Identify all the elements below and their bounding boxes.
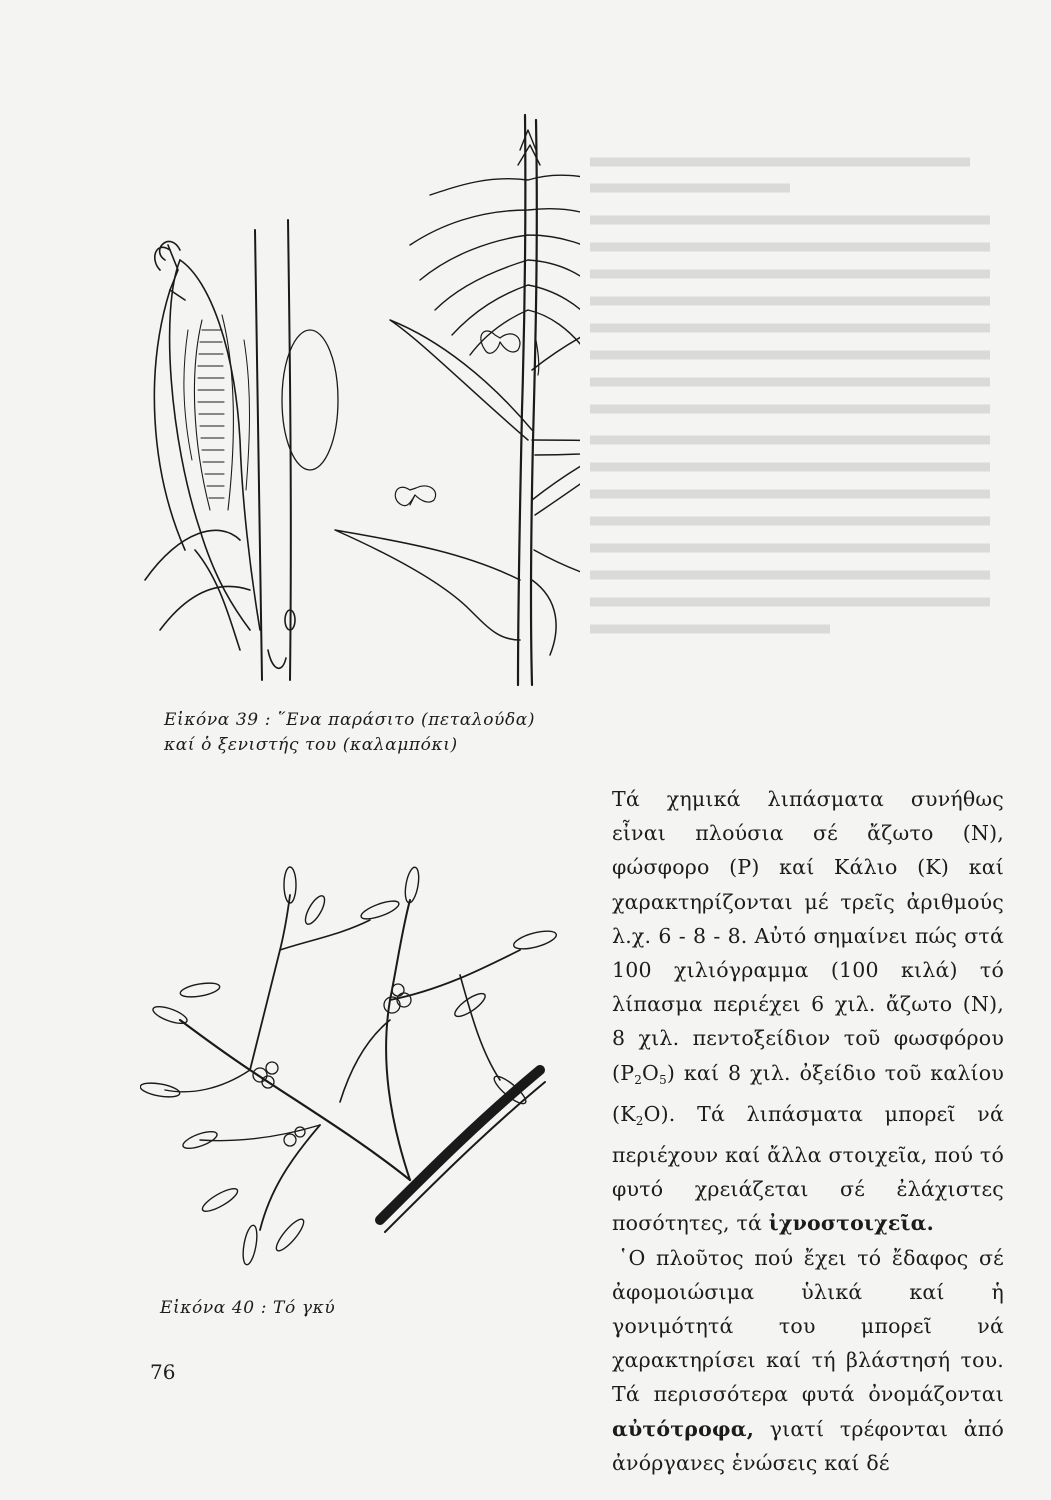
subscript: 2 xyxy=(634,1072,643,1087)
paragraph-1-text-b: O xyxy=(642,1060,660,1085)
mistletoe-illustration xyxy=(140,840,560,1280)
paragraph-1-text-d: O). Τά λιπάσματα μπορεῖ νά περιέχουν καί ἄλλα στοιχεῖα, πού τό φυτό χρειάζεται σέ ἐλάχιστες ποσότητες, τά xyxy=(612,1101,1004,1236)
subscript: 5 xyxy=(659,1072,667,1087)
term-autotrophs: αὐτότροφα, xyxy=(612,1416,755,1441)
body-text xyxy=(612,782,1004,1480)
figure-39-caption xyxy=(164,708,584,758)
page-number: 76 xyxy=(150,1360,176,1384)
bleed-through-texture xyxy=(590,150,990,670)
paragraph-1-text-a: Τά χημικά λιπάσματα συνήθως εἶναι πλούσια σέ ἄζωτο (N), φώσφορο (P) καί Κάλιο (K) καί χαρακτηρίζονται μέ τρεῖς ἀριθμούς λ.χ. 6 - 8 - 8. Αὐτό σημαίνει πώς στά 100 χιλιόγραμμα (100 κιλά) τό λίπασμα περιέχει 6 χιλ. ἄζωτο (N), 8 χιλ. πεντοξείδιον τοῦ φωσφόρου (P xyxy=(612,787,1004,1085)
paragraph-2-text-a: ῾Ο πλοῦτος πού ἔχει τό ἔδαφος σέ ἀφομοιώσιμα ὑλικά καί ἡ γονιμότητά του μπορεῖ νά χαρακτηρίσει καί τή βλάστησή του. Τά περισσότερα φυτά ὀνομάζονται xyxy=(612,1245,1004,1407)
corn-moth-illustration xyxy=(140,110,580,690)
paragraph-2-text-b: γιατί τρέφονται ἀπό ἀνόργανες ἑνώσεις καί δέ xyxy=(612,1416,1004,1475)
subscript: 2 xyxy=(635,1113,644,1128)
term-trace-elements: ἰχνοστοιχεῖα. xyxy=(768,1211,934,1236)
paragraph-2 xyxy=(612,1241,1004,1480)
figure-39-caption-line1: Εἰκόνα 39 : ῞Ενα παράσιτο (πεταλούδα) xyxy=(164,710,536,730)
paragraph-1 xyxy=(612,782,1004,1241)
figure-39-caption-line2: καί ὁ ξενιστής του (καλαμπόκι) xyxy=(164,735,458,755)
paragraph-1-text-c: ) καί 8 χιλ. ὀξείδιο τοῦ καλίου (K xyxy=(612,1060,1004,1126)
figure-40-caption: Εἰκόνα 40 : Τό γκύ xyxy=(160,1298,336,1318)
